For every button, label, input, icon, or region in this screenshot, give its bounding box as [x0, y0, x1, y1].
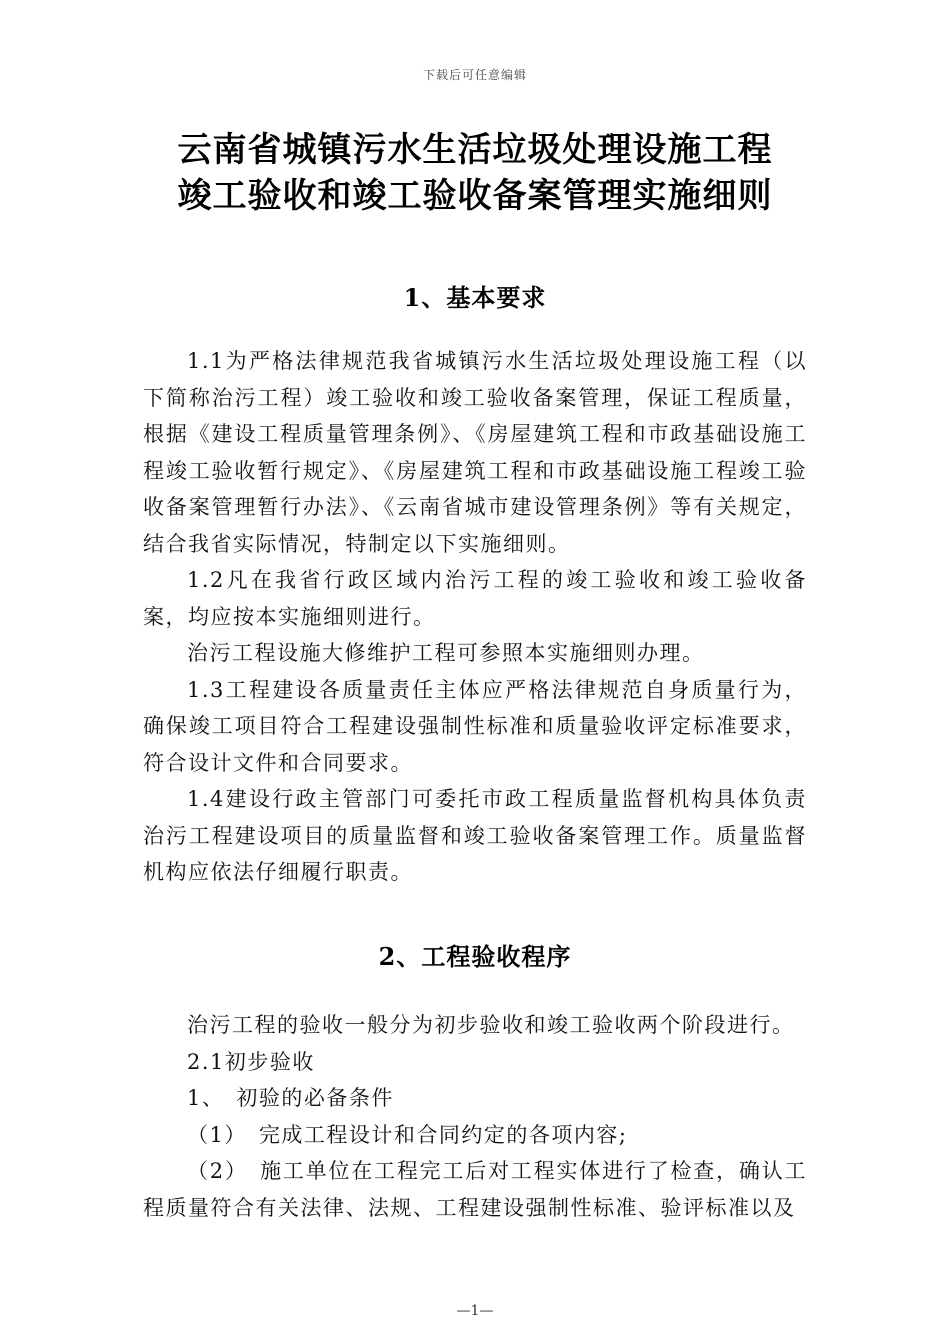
header-note: 下载后可任意编辑: [422, 68, 527, 82]
page-number: —1—: [456, 1303, 494, 1319]
document-title-line-2: 竣工验收和竣工验收备案管理实施细则: [177, 176, 773, 216]
section-1-body: [143, 343, 807, 891]
paragraph-condition-1: （1） 完成工程设计和合同约定的各项内容;: [187, 1122, 628, 1147]
paragraph-1-1: 1.1为严格法律规范我省城镇污水生活垃圾处理设施工程（以下简称治污工程）竣工验收和竣工验收备案管理，保证工程质量，根据《建设工程质量管理条例》、《房屋建筑工程和市政基础设施工程竣工验收暂行规定》、《房屋建筑工程和市政基础设施工程竣工验收备案管理暂行办法》、《云南省城市建设管理条例》等有关规定，结合我省实际情况，特制定以下实施细则。: [143, 349, 807, 556]
paragraph-1-2: 1.2凡在我省行政区域内治污工程的竣工验收和竣工验收备案，均应按本实施细则进行。: [143, 568, 807, 629]
section-2-body: [143, 1007, 807, 1226]
paragraph-2-1-heading: 2.1初步验收: [187, 1049, 315, 1074]
paragraph-maintenance-note: 治污工程设施大修维护工程可参照本实施细则办理。: [187, 641, 705, 665]
paragraph-condition-2: （2） 施工单位在工程完工后对工程实体进行了检查，确认工程质量符合有关法律、法规、工程建设强制性标准、验评标准以及: [143, 1159, 807, 1220]
section-2-heading: 2、工程验收程序: [378, 942, 572, 971]
paragraph-1-4: 1.4建设行政主管部门可委托市政工程质量监督机构具体负责治污工程建设项目的质量监督和竣工验收备案管理工作。质量监督机构应依法仔细履行职责。: [143, 787, 807, 884]
paragraph-initial-conditions: 1、 初验的必备条件: [187, 1086, 394, 1110]
section-1-heading: 1、基本要求: [403, 283, 547, 312]
document-title-line-1: 云南省城镇污水生活垃圾处理设施工程: [177, 130, 773, 170]
paragraph-2-intro: 治污工程的验收一般分为初步验收和竣工验收两个阶段进行。: [187, 1013, 795, 1037]
paragraph-1-3: 1.3工程建设各质量责任主体应严格法律规范自身质量行为，确保竣工项目符合工程建设强制性标准和质量验收评定标准要求，符合设计文件和合同要求。: [143, 677, 807, 775]
